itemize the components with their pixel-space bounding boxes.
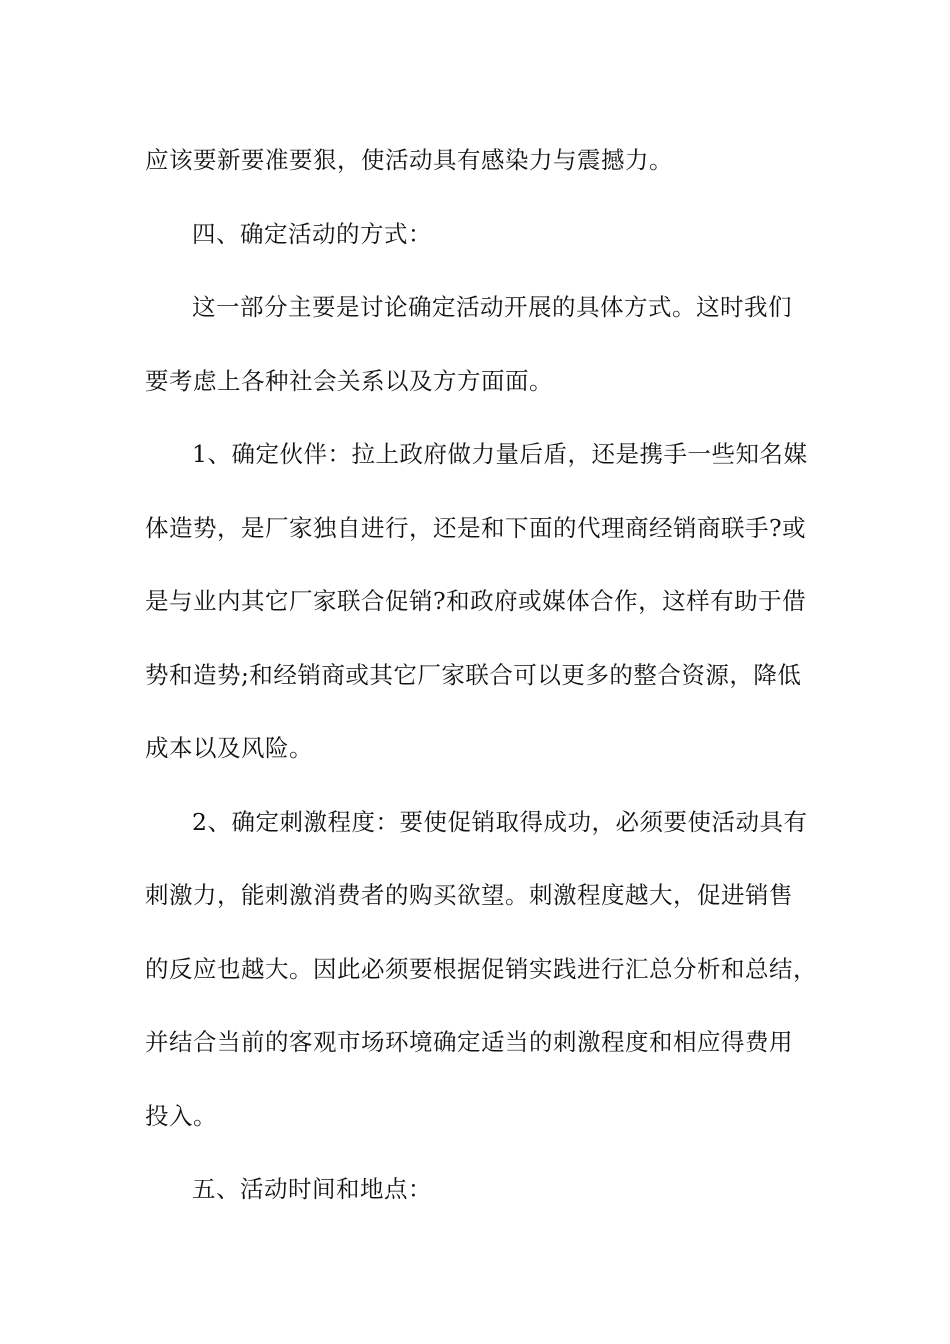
list-item-stimulus: 2、确定刺激程度：要使促销取得成功，必须要使活动具有: [192, 807, 808, 836]
paragraph-line: 体造势，是厂家独自进行，还是和下面的代理商经销商联手?或: [145, 513, 807, 542]
paragraph-line: 并结合当前的客观市场环境确定适当的刺激程度和相应得费用: [145, 1028, 793, 1056]
paragraph-line: 刺激力，能刺激消费者的购买欲望。刺激程度越大，促进销售: [145, 881, 793, 909]
paragraph-line: 应该要新要准要狠，使活动具有感染力与震撼力。: [145, 146, 673, 174]
paragraph-line: 是与业内其它厂家联合促销?和政府或媒体合作，这样有助于借: [145, 587, 807, 615]
section-heading-time-place: 五、活动时间和地点：: [192, 1175, 432, 1203]
paragraph-line: 势和造势;和经销商或其它厂家联合可以更多的整合资源，降低: [145, 660, 802, 689]
paragraph-line: 的反应也越大。因此必须要根据促销实践进行汇总分析和总结，: [145, 954, 817, 983]
paragraph-line: 要考虑上各种社会关系以及方方面面。: [145, 366, 553, 395]
paragraph-line: 这一部分主要是讨论确定活动开展的具体方式。这时我们: [192, 293, 792, 321]
paragraph-line: 投入。: [145, 1101, 217, 1130]
paragraph-line: 成本以及风险。: [145, 734, 313, 762]
section-heading-method: 四、确定活动的方式：: [192, 219, 432, 248]
list-item-partner: 1、确定伙伴：拉上政府做力量后盾，还是携手一些知名媒: [192, 440, 808, 468]
document-body: [145, 124, 825, 1227]
